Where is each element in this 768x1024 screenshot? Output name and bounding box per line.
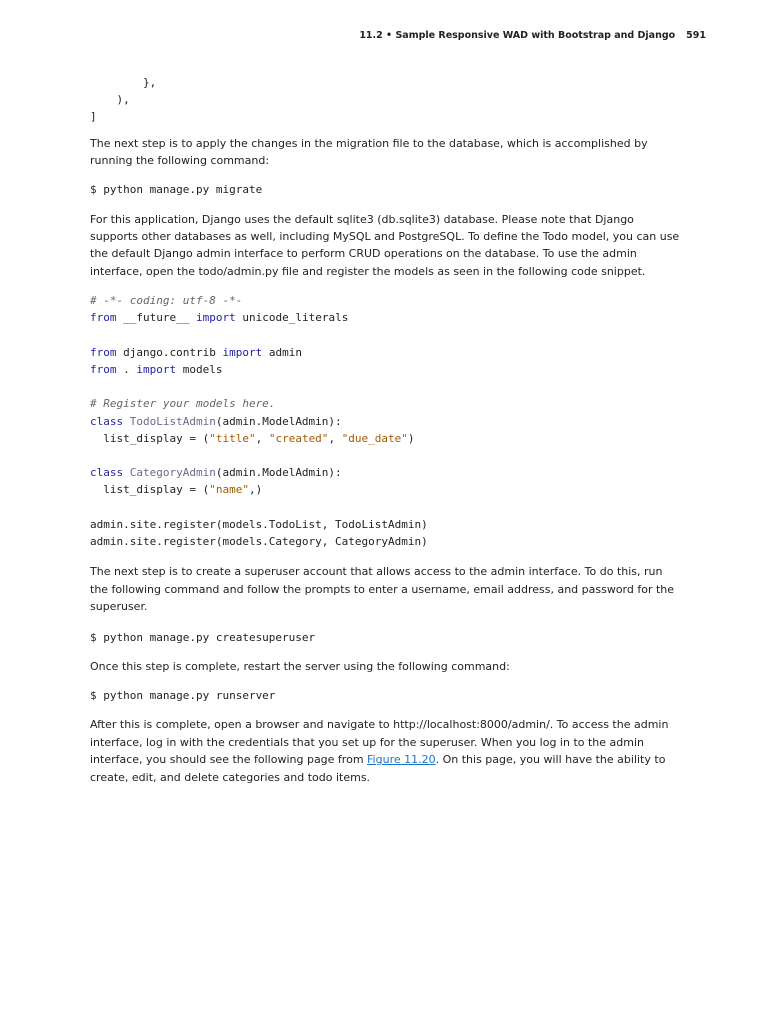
close-tuple: ,) — [248, 483, 263, 497]
comma: , — [255, 431, 269, 445]
command-migrate: $ python manage.py migrate — [90, 183, 263, 197]
keyword: import — [195, 311, 236, 325]
paragraph-restart: Once this step is complete, restart the server using the following command: — [90, 659, 510, 673]
string-literal: "name" — [209, 483, 249, 497]
paragraph-text: After this is complete, open a browser and navigate to http://localhost:8000/admin/. To access the admin interface, log in with the credentials that you set up for the superuser. When you log in to the admin interface, you should see the following page from — [90, 718, 669, 767]
code-line: }, — [90, 76, 157, 89]
keyword: import — [136, 363, 177, 377]
import-name: admin — [262, 345, 302, 359]
keyword: class — [90, 466, 124, 480]
class-name: CategoryAdmin — [129, 466, 216, 480]
class-name: TodoListAdmin — [129, 414, 216, 428]
base-class: (admin.ModelAdmin): — [215, 466, 342, 480]
code-line: ), — [90, 93, 130, 107]
list-display-prefix: list_display = ( — [90, 483, 210, 497]
base-class: (admin.ModelAdmin): — [215, 414, 342, 428]
comma: , — [328, 431, 342, 445]
import-name: unicode_literals — [235, 311, 349, 325]
keyword: import — [222, 345, 263, 359]
running-title: 11.2 • Sample Responsive WAD with Bootstrap and Django — [359, 30, 676, 41]
running-header — [359, 30, 706, 41]
import-name: models — [176, 363, 223, 377]
keyword: from — [90, 363, 117, 377]
paragraph-superuser: The next step is to create a superuser account that allows access to the admin interface. To do this, run the following command and follow the prompts to enter a username, email address, and password for the superuser. — [90, 565, 675, 614]
keyword: from — [90, 311, 117, 325]
list-display-prefix: list_display = ( — [90, 431, 210, 445]
paragraph-database: For this application, Django uses the default sqlite3 (db.sqlite3) database. Please note that Django supports other databases as well, including MySQL and PostgreSQL. To define the Todo model, you can use the default Django admin interface to perform CRUD operations on the database. To use the admin interface, open the todo/admin.py file and register the models as seen in the following code snippet. — [90, 212, 680, 278]
code-comment: # Register your models here. — [90, 397, 276, 411]
page-number: 591 — [686, 30, 706, 41]
module-name: . — [116, 363, 137, 377]
code-line: ] — [90, 110, 97, 124]
keyword: from — [90, 345, 117, 359]
paragraph-migration: The next step is to apply the changes in the migration file to the database, which is accomplished by running the following command: — [90, 136, 648, 168]
paragraph-text: . On this page, you will have the ability to create, edit, and delete categories and todo items. — [90, 753, 666, 784]
command-runserver: $ python manage.py runserver — [90, 689, 276, 703]
string-literal: "created" — [268, 431, 329, 445]
page-content — [90, 74, 680, 786]
close-paren: ) — [407, 431, 415, 445]
string-literal: "title" — [209, 431, 256, 445]
figure-link[interactable]: Figure 11.20 — [367, 753, 436, 767]
code-block-continuation — [90, 74, 680, 126]
module-name: django.contrib — [116, 345, 223, 359]
paragraph-admin-login — [90, 716, 680, 786]
code-comment: # -*- coding: utf-8 -*- — [90, 294, 243, 308]
register-call: admin.site.register(models.TodoList, TodoListAdmin) — [90, 517, 428, 531]
string-literal: "due_date" — [341, 431, 408, 445]
module-name: __future__ — [116, 311, 196, 325]
code-block-admin — [90, 292, 680, 550]
register-call: admin.site.register(models.Category, CategoryAdmin) — [90, 535, 428, 549]
keyword: class — [90, 414, 124, 428]
command-createsuperuser: $ python manage.py createsuperuser — [90, 630, 316, 644]
